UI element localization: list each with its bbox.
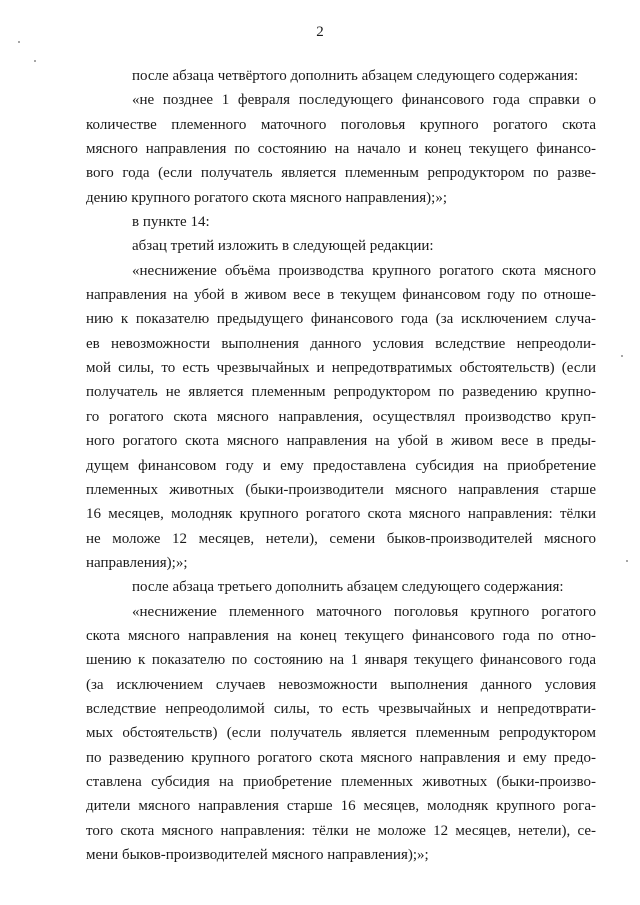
- text-line: абзац третий изложить в следующей редакции:: [132, 238, 434, 255]
- text-line: нию к показателю предыдущего финансового года (за исключением случа-: [86, 311, 596, 328]
- text-line: дители мясного направления старше 16 месяцев, молодняк крупного рога-: [86, 798, 596, 815]
- text-line: мясного направления по состоянию на начало и конец текущего финансо-: [86, 141, 596, 158]
- text-line: дению крупного рогатого скота мясного направления);»;: [86, 189, 448, 206]
- text-line: направления на убой в живом весе в текущем финансовом году по отноше-: [86, 287, 596, 304]
- document-body: [86, 64, 596, 867]
- scan-speck: [18, 41, 20, 43]
- text-line: «неснижение племенного маточного поголовья крупного рогатого: [132, 603, 596, 620]
- text-line: «неснижение объёма производства крупного рогатого скота мясного: [132, 262, 596, 279]
- text-line: по разведению крупного рогатого скота мясного направления и ему предо-: [86, 749, 596, 766]
- scan-speck: [621, 355, 623, 357]
- text-line: не моложе 12 месяцев, нетели), семени быков-производителей мясного: [86, 530, 596, 547]
- text-line: шению к показателю по состоянию на 1 января текущего финансового года: [86, 652, 596, 669]
- text-line: получатель не является племенным репродуктором по разведению крупно-: [86, 384, 596, 401]
- text-line: мени быков-производителей мясного направления);»;: [86, 847, 429, 863]
- text-line: после абзаца четвёртого дополнить абзацем следующего содержания:: [132, 68, 579, 84]
- text-line: ев невозможности выполнения данного условия вследствие непреодоли-: [86, 335, 596, 352]
- text-line: того скота мясного направления: тёлки не моложе 12 месяцев, нетели), се-: [86, 822, 596, 839]
- text-line: ного рогатого скота мясного направления на убой в живом весе в преды-: [86, 433, 596, 450]
- text-line: мых обстоятельств) (если получатель является племенным репродуктором: [86, 725, 596, 742]
- text-line: (за исключением случаев невозможности выполнения данного условия: [86, 676, 596, 693]
- text-line: племенных животных (быки-производители мясного направления старше: [86, 481, 596, 498]
- text-line: вследствие непреодолимой силы, то есть чрезвычайных и непредотврати-: [86, 700, 596, 717]
- text-line: скота мясного направления на конец текущего финансового года по отно-: [86, 627, 596, 644]
- text-line: 16 месяцев, молодняк крупного рогатого скота мясного направления: тёлки: [86, 506, 596, 523]
- text-line: после абзаца третьего дополнить абзацем следующего содержания:: [132, 579, 564, 596]
- text-line: направления);»;: [86, 554, 188, 571]
- text-line: мой силы, то есть чрезвычайных и непредотвратимых обстоятельств) (если: [86, 360, 596, 377]
- text-line: в пункте 14:: [132, 214, 210, 231]
- scan-speck: [626, 560, 628, 562]
- scan-speck: [34, 60, 36, 62]
- page-number: 2: [316, 24, 324, 40]
- text-line: го рогатого скота мясного направления, осуществлял производство круп-: [86, 408, 596, 425]
- text-line: ставлена субсидия на приобретение племенных животных (быки-произво-: [86, 773, 596, 790]
- text-line: вого года (если получатель является племенным репродуктором по разве-: [86, 165, 596, 182]
- text-line: «не позднее 1 февраля последующего финансового года справки о: [132, 92, 596, 109]
- text-line: дущем финансовом году и ему предоставлена субсидия на приобретение: [86, 457, 596, 474]
- text-line: количестве племенного маточного поголовья крупного рогатого скота: [86, 116, 596, 133]
